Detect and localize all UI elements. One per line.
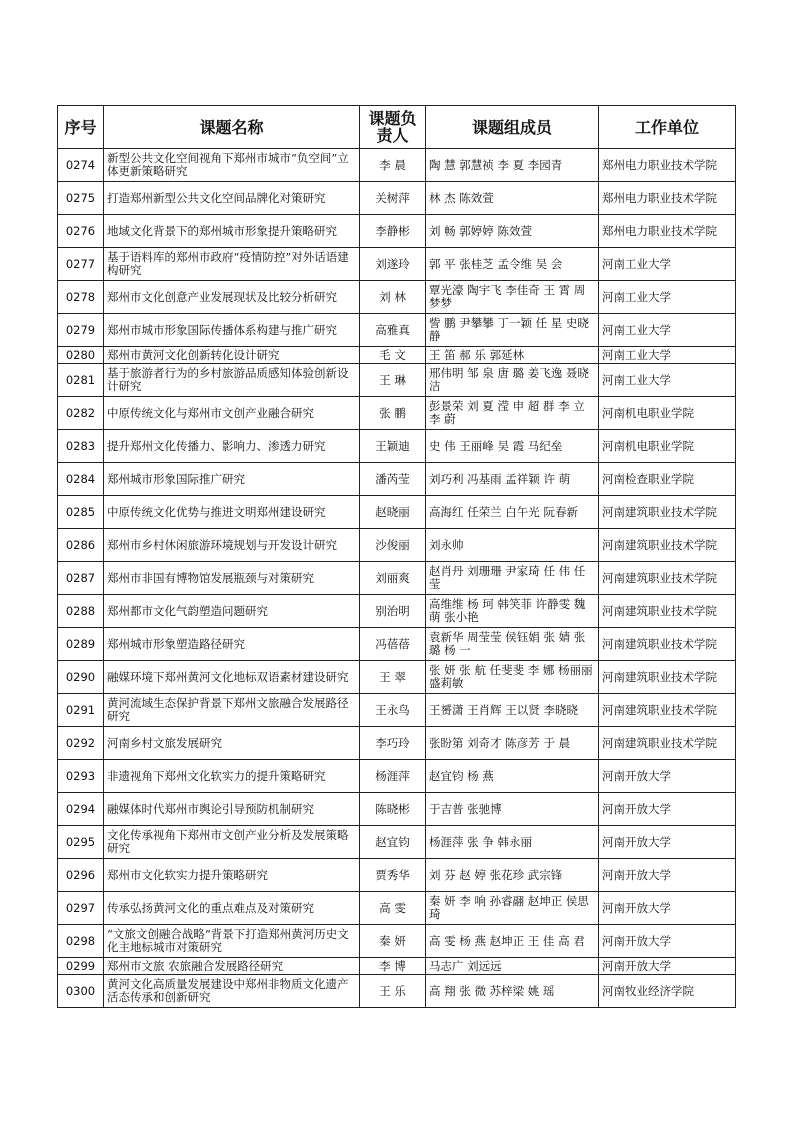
- cell-unit: 河南牧业经济学院: [599, 975, 736, 1008]
- cell-unit: 河南工业大学: [599, 248, 736, 281]
- cell-unit: 河南机电职业学院: [599, 430, 736, 463]
- cell-no: 0297: [58, 892, 104, 925]
- header-row: [58, 106, 736, 149]
- cell-unit: 河南建筑职业技术学院: [599, 496, 736, 529]
- cell-members: 高 雯 杨 燕 赵坤正 王 佳 高 君: [426, 925, 599, 958]
- table-row: [58, 760, 736, 793]
- cell-members: 刘永帅: [426, 529, 599, 562]
- table-row: [58, 793, 736, 826]
- cell-title: 黄河文化高质量发展建设中郑州非物质文化遗产活态传承和创新研究: [104, 975, 360, 1008]
- cell-leader: 杨涯萍: [360, 760, 426, 793]
- cell-leader: 李静彬: [360, 215, 426, 248]
- cell-members: 张盼第 刘奇才 陈彦芳 于 晨: [426, 727, 599, 760]
- cell-title: 基于语料库的郑州市政府“疫情防控”对外话语建构研究: [104, 248, 360, 281]
- cell-members: 高 翔 张 微 苏梓梁 姚 瑶: [426, 975, 599, 1008]
- cell-no: 0280: [58, 347, 104, 364]
- cell-unit: 河南开放大学: [599, 859, 736, 892]
- cell-leader: 张 鹏: [360, 397, 426, 430]
- cell-members: 秦 妍 李 响 孙睿翮 赵坤正 侯思琦: [426, 892, 599, 925]
- cell-title: 郑州市黄河文化创新转化设计研究: [104, 347, 360, 364]
- cell-members: 陶 慧 郭慧祯 李 夏 李园青: [426, 149, 599, 182]
- cell-leader: 高 雯: [360, 892, 426, 925]
- cell-leader: 王 翠: [360, 661, 426, 694]
- table-row: [58, 859, 736, 892]
- cell-leader: 王永鸟: [360, 694, 426, 727]
- cell-no: 0296: [58, 859, 104, 892]
- table-row: [58, 496, 736, 529]
- cell-leader: 沙俊丽: [360, 529, 426, 562]
- cell-members: 覃光濠 陶宇飞 李佳奇 王 霄 周梦梦: [426, 281, 599, 314]
- cell-unit: 河南机电职业学院: [599, 397, 736, 430]
- cell-unit: 河南开放大学: [599, 958, 736, 975]
- cell-title: 融媒环境下郑州黄河文化地标双语素材建设研究: [104, 661, 360, 694]
- cell-members: 林 杰 陈效萱: [426, 182, 599, 215]
- cell-title: 郑州市城市形象国际传播体系构建与推广研究: [104, 314, 360, 347]
- cell-leader: 王 琳: [360, 364, 426, 397]
- cell-no: 0293: [58, 760, 104, 793]
- cell-unit: 郑州电力职业技术学院: [599, 182, 736, 215]
- cell-no: 0286: [58, 529, 104, 562]
- table-row: [58, 397, 736, 430]
- cell-no: 0289: [58, 628, 104, 661]
- cell-unit: 河南开放大学: [599, 793, 736, 826]
- cell-leader: 刘遂玲: [360, 248, 426, 281]
- header-leader: 课题负责人: [360, 106, 426, 149]
- cell-unit: 河南建筑职业技术学院: [599, 595, 736, 628]
- cell-unit: 河南建筑职业技术学院: [599, 661, 736, 694]
- cell-no: 0294: [58, 793, 104, 826]
- cell-title: 黄河流域生态保护背景下郑州文旅融合发展路径研究: [104, 694, 360, 727]
- cell-title: 地域文化背景下的郑州城市形象提升策略研究: [104, 215, 360, 248]
- cell-members: 杨涯萍 张 争 韩永丽: [426, 826, 599, 859]
- table-row: [58, 892, 736, 925]
- cell-title: 基于旅游者行为的乡村旅游品质感知体验创新设计研究: [104, 364, 360, 397]
- cell-unit: 河南检查职业学院: [599, 463, 736, 496]
- cell-members: 彭景荣 刘 夏 滢 申 超 群 李 立 李 蔚: [426, 397, 599, 430]
- cell-members: 赵肖丹 刘珊珊 尹家琦 任 伟 任 莹: [426, 562, 599, 595]
- table-row: [58, 826, 736, 859]
- table-row: [58, 562, 736, 595]
- header-members: 课题组成员: [426, 106, 599, 149]
- cell-leader: 秦 妍: [360, 925, 426, 958]
- table-row: [58, 727, 736, 760]
- cell-leader: 关树萍: [360, 182, 426, 215]
- cell-members: 赵宜钧 杨 燕: [426, 760, 599, 793]
- cell-no: 0287: [58, 562, 104, 595]
- cell-title: 郑州市乡村休闲旅游环境规划与开发设计研究: [104, 529, 360, 562]
- cell-leader: 冯蓓蓓: [360, 628, 426, 661]
- cell-members: 张 妍 张 航 任斐斐 李 娜 杨丽丽 盛莉敏: [426, 661, 599, 694]
- cell-no: 0276: [58, 215, 104, 248]
- cell-title: 河南乡村文旅发展研究: [104, 727, 360, 760]
- cell-unit: 河南建筑职业技术学院: [599, 529, 736, 562]
- cell-no: 0274: [58, 149, 104, 182]
- table-row: [58, 595, 736, 628]
- cell-members: 史 伟 王丽峰 吴 霞 马纪垒: [426, 430, 599, 463]
- table-row: [58, 958, 736, 975]
- cell-unit: 河南工业大学: [599, 347, 736, 364]
- cell-leader: 李 晨: [360, 149, 426, 182]
- cell-leader: 高雅真: [360, 314, 426, 347]
- table-row: [58, 925, 736, 958]
- cell-leader: 别治明: [360, 595, 426, 628]
- project-table: [57, 105, 736, 1008]
- cell-unit: 河南开放大学: [599, 892, 736, 925]
- table-row: [58, 694, 736, 727]
- cell-members: 高维维 杨 珂 韩笑菲 许静雯 魏 萌 张小艳: [426, 595, 599, 628]
- cell-no: 0284: [58, 463, 104, 496]
- cell-no: 0278: [58, 281, 104, 314]
- cell-leader: 贾秀华: [360, 859, 426, 892]
- cell-no: 0292: [58, 727, 104, 760]
- table-body: [58, 149, 736, 1008]
- cell-unit: 郑州电力职业技术学院: [599, 215, 736, 248]
- cell-leader: 赵宜钧: [360, 826, 426, 859]
- cell-members: 王 笛 郝 乐 郭延林: [426, 347, 599, 364]
- cell-no: 0298: [58, 925, 104, 958]
- table-row: [58, 149, 736, 182]
- cell-unit: 河南工业大学: [599, 364, 736, 397]
- table-row: [58, 463, 736, 496]
- cell-title: 融媒体时代郑州市舆论引导预防机制研究: [104, 793, 360, 826]
- table-row: [58, 248, 736, 281]
- cell-members: 刘 芬 赵 婷 张花珍 武宗锋: [426, 859, 599, 892]
- cell-leader: 赵晓丽: [360, 496, 426, 529]
- table-row: [58, 430, 736, 463]
- cell-title: 中原传统文化优势与推进文明郑州建设研究: [104, 496, 360, 529]
- cell-members: 王赟潇 王肖辉 王以贤 李晓晓: [426, 694, 599, 727]
- cell-unit: 河南开放大学: [599, 925, 736, 958]
- cell-title: 中原传统文化与郑州市文创产业融合研究: [104, 397, 360, 430]
- table-row: [58, 628, 736, 661]
- cell-no: 0295: [58, 826, 104, 859]
- cell-unit: 河南开放大学: [599, 826, 736, 859]
- header-no: 序号: [58, 106, 104, 149]
- cell-no: 0288: [58, 595, 104, 628]
- cell-leader: 刘 林: [360, 281, 426, 314]
- cell-members: 郭 平 张桂芝 孟令维 吴 会: [426, 248, 599, 281]
- table-row: [58, 215, 736, 248]
- cell-members: 邢伟明 邹 泉 唐 璐 姜飞逸 聂晓洁: [426, 364, 599, 397]
- cell-leader: 潘芮莹: [360, 463, 426, 496]
- cell-members: 刘 畅 郭婷婷 陈效萱: [426, 215, 599, 248]
- header-title: 课题名称: [104, 106, 360, 149]
- cell-unit: 河南建筑职业技术学院: [599, 562, 736, 595]
- cell-no: 0291: [58, 694, 104, 727]
- table-row: [58, 281, 736, 314]
- cell-leader: 陈晓彬: [360, 793, 426, 826]
- cell-title: 郑州城市形象国际推广研究: [104, 463, 360, 496]
- cell-no: 0281: [58, 364, 104, 397]
- cell-leader: 毛 文: [360, 347, 426, 364]
- cell-title: 郑州市文化创意产业发展现状及比较分析研究: [104, 281, 360, 314]
- header-unit: 工作单位: [599, 106, 736, 149]
- cell-title: 打造郑州新型公共文化空间品牌化对策研究: [104, 182, 360, 215]
- cell-title: 传承弘扬黄河文化的重点难点及对策研究: [104, 892, 360, 925]
- cell-unit: 郑州电力职业技术学院: [599, 149, 736, 182]
- cell-leader: 王 乐: [360, 975, 426, 1008]
- cell-no: 0285: [58, 496, 104, 529]
- cell-title: “文旅文创融合战略”背景下打造郑州黄河历史文化主地标城市对策研究: [104, 925, 360, 958]
- cell-unit: 河南工业大学: [599, 281, 736, 314]
- cell-title: 非遗视角下郑州文化软实力的提升策略研究: [104, 760, 360, 793]
- table-row: [58, 975, 736, 1008]
- cell-title: 郑州都市文化气韵塑造问题研究: [104, 595, 360, 628]
- table-row: [58, 314, 736, 347]
- cell-no: 0275: [58, 182, 104, 215]
- cell-title: 郑州城市形象塑造路径研究: [104, 628, 360, 661]
- cell-members: 訾 鹏 尹攀攀 丁一颖 任 星 史晓静: [426, 314, 599, 347]
- cell-leader: 李巧玲: [360, 727, 426, 760]
- cell-unit: 河南建筑职业技术学院: [599, 727, 736, 760]
- cell-no: 0277: [58, 248, 104, 281]
- table-row: [58, 364, 736, 397]
- cell-title: 郑州市文化软实力提升策略研究: [104, 859, 360, 892]
- cell-unit: 河南建筑职业技术学院: [599, 694, 736, 727]
- cell-members: 袁新华 周莹莹 侯钰娟 张 婧 张 璐 杨 一: [426, 628, 599, 661]
- cell-members: 马志广 刘远远: [426, 958, 599, 975]
- cell-no: 0279: [58, 314, 104, 347]
- cell-leader: 刘丽爽: [360, 562, 426, 595]
- cell-title: 郑州市非国有博物馆发展瓶颈与对策研究: [104, 562, 360, 595]
- table-row: [58, 529, 736, 562]
- cell-title: 提升郑州文化传播力、影响力、渗透力研究: [104, 430, 360, 463]
- cell-no: 0300: [58, 975, 104, 1008]
- cell-members: 高海红 任荣兰 白午光 阮春新: [426, 496, 599, 529]
- cell-leader: 李 博: [360, 958, 426, 975]
- cell-members: 刘巧利 冯基雨 孟祥颖 许 萌: [426, 463, 599, 496]
- cell-no: 0290: [58, 661, 104, 694]
- cell-title: 郑州市文旅 农旅融合发展路径研究: [104, 958, 360, 975]
- cell-title: 文化传承视角下郑州市文创产业分析及发展策略研究: [104, 826, 360, 859]
- cell-title: 新型公共文化空间视角下郑州市城市“负空间”立体更新策略研究: [104, 149, 360, 182]
- cell-no: 0283: [58, 430, 104, 463]
- cell-members: 于吉普 张驰博: [426, 793, 599, 826]
- cell-unit: 河南建筑职业技术学院: [599, 628, 736, 661]
- table-row: [58, 661, 736, 694]
- cell-unit: 河南工业大学: [599, 314, 736, 347]
- cell-no: 0299: [58, 958, 104, 975]
- cell-unit: 河南开放大学: [599, 760, 736, 793]
- table-row: [58, 347, 736, 364]
- cell-no: 0282: [58, 397, 104, 430]
- table-row: [58, 182, 736, 215]
- cell-leader: 王颖迪: [360, 430, 426, 463]
